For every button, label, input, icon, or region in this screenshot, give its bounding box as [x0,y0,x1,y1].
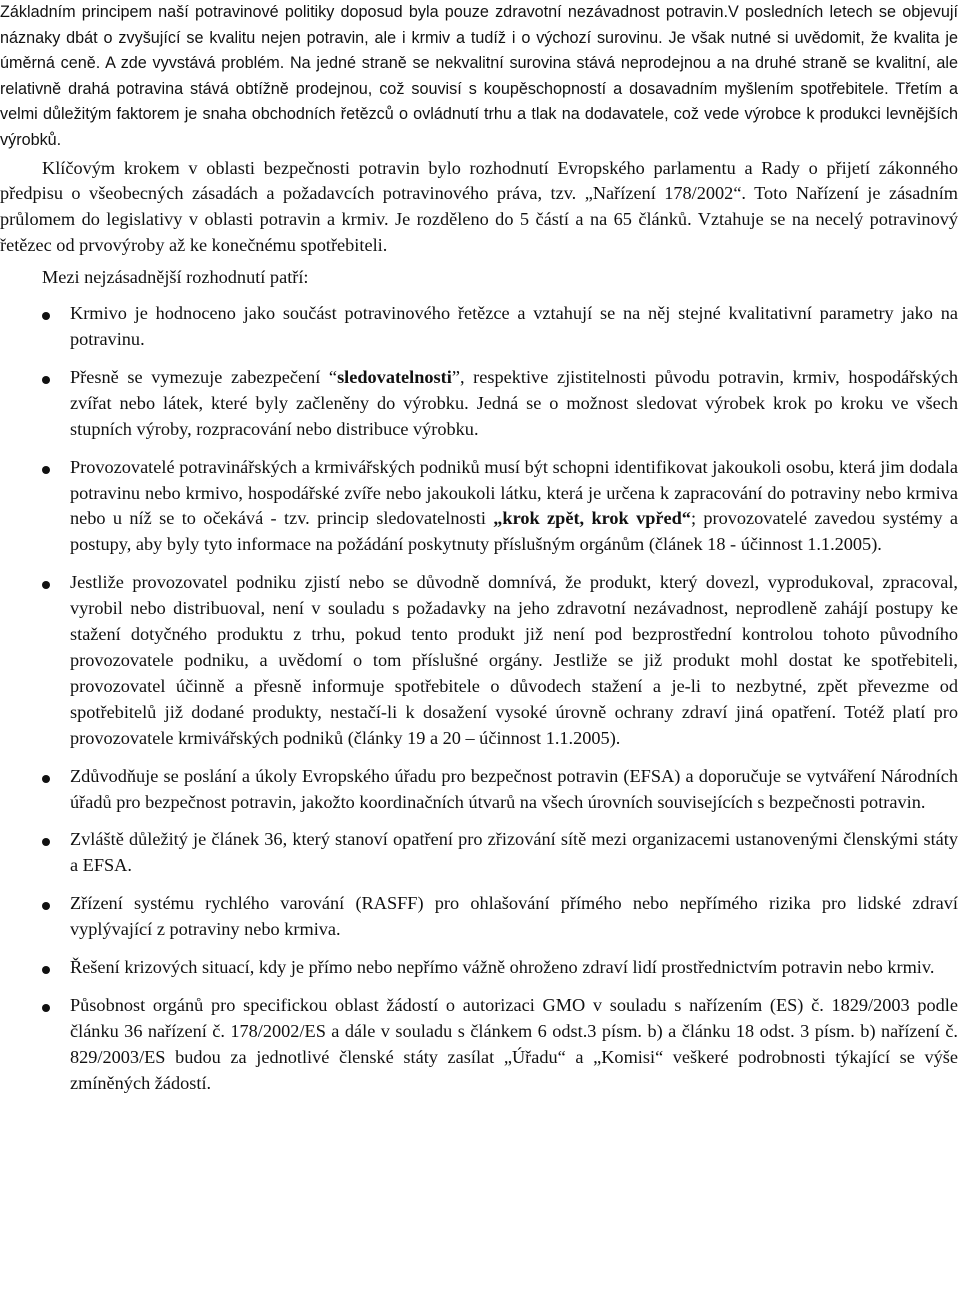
bullet-icon [42,376,50,384]
list-item [0,570,958,751]
list-item [0,955,958,981]
list-item-text-pre: Přesně se vymezuje zabezpečení “ [70,366,338,387]
decisions-list [0,301,958,1096]
list-item [0,993,958,1097]
list-item [0,301,958,353]
list-item-text: Zdůvodňuje se poslání a úkoly Evropského úřadu pro bezpečnost potravin (EFSA) a doporučuje se vytváření Národních úřadů pro bezpečnost potravin, jakožto koordinačních útvarů na všech úrovních souvisejících s bezpečnosti potravin. [70,765,958,812]
list-item [0,455,958,559]
bullet-icon [42,581,50,589]
bullet-icon [42,902,50,910]
list-item-text: Řešení krizových situací, kdy je přímo nebo nepřímo vážně ohroženo zdraví lidí prostřednictvím potravin nebo krmiv. [70,957,935,978]
paragraph-intro: Základním principem naší potravinové politiky doposud byla pouze zdravotní nezávadnost potravin.V posledních letech se objevují náznaky dbát o zvyšující se kvalitu nejen potravin, ale i krmiv a tudíž i o výchozí surovinu. Je však nutné si uvědomit, že kvalita je úměrná ceně. A zde vyvstává problém. Na jedné straně se nekvalitní surovina stává neprodejnou a na druhé straně se kvalitní, ale relativně drahá potravina stává obtížně prodejnou, což souvisí s koupěschopností a dosavadním myšlením spotřebitele. Třetím a velmi důležitým faktorem je snaha obchodních řetězců o ovládnutí trhu a tlak na dodavatele, což vede výrobce k produkci levnějších výrobků. [0,3,958,149]
bullet-icon [42,1004,50,1012]
bullet-icon [42,312,50,320]
list-item-text: Zřízení systému rychlého varování (RASFF) pro ohlašování přímého nebo nepřímého rizika pro lidské zdraví vyplývající z potraviny nebo krmiva. [70,893,958,940]
bullet-icon [42,966,50,974]
list-item-text: Působnost orgánů pro specifickou oblast žádostí o autorizaci GMO v souladu s nařízením (ES) č. 1829/2003 podle článku 36 nařízení č. 178/2002/ES a dále v souladu s článkem 6 odst.3 písm. b) a článku 18 odst. 3 písm. b) nařízení č. 829/2003/ES budou za jednotlivé členské státy zasílat „Úřadu“ a „Komisi“ veškeré podrobnosti týkající se výše zmíněných žádostí. [70,994,958,1093]
list-item-text-post: ”, respektive zjistitelnosti původu potravin, krmiv, hospodářských zvířat nebo látek, které byly začleněny do výrobku. Jedná se o možnost sledovat výrobek krok po kroku ve všech stupních výroby, rozpracování nebo distribuce výrobku. [70,366,958,439]
list-item [0,827,958,879]
list-item-text-post: ; provozovatelé zavedou systémy a postupy, aby byly tyto informace na požádání poskytnuty příslušným orgánům (článek 18 - účinnost 1.1.2005). [70,508,958,555]
list-item-bold: sledovatelnosti [337,366,452,387]
list-item [0,891,958,943]
list-item-text-pre: Provozovatelé potravinářských a krmivářských podniků musí být schopni identifikovat jakoukoli osobu, která jim dodala potravinu nebo krmivo, hospodářské zvíře nebo jakoukoli látku, která je určena k zapracování do potraviny nebo krmiva nebo u níž se to očekává - tzv. princip sledovatelnosti [70,456,958,529]
bullet-icon [42,838,50,846]
list-item [0,764,958,816]
list-item-text: Krmivo je hodnoceno jako součást potravinového řetězce a vztahují se na něj stejné kvalitativní parametry jako na potravinu. [70,303,958,349]
paragraph-list-intro: Mezi nejzásadnější rozhodnutí patří: [42,267,309,288]
list-item-bold: „krok zpět, krok vpřed“ [493,508,691,529]
bullet-icon [42,466,50,474]
list-item-text: Zvláště důležitý je článek 36, který stanoví opatření pro zřizování sítě mezi organizacemi ustanovenými členskými státy a EFSA. [70,829,958,876]
bullet-icon [42,775,50,783]
list-item [0,365,958,443]
list-item-text: Jestliže provozovatel podniku zjistí nebo se důvodně domnívá, že produkt, který dovezl, vyprodukoval, zpracoval, vyrobil nebo distribuoval, není v souladu s požadavky na jeho zdravotní nezávadnost, neprodleně zahájí postupy ke stažení dotyčného produktu z trhu, pokud tento produkt již není pod bezprostřední kontrolou tohoto původního provozovatele podniku, a uvědomí o tom příslušné orgány. Jestliže se již produkt mohl dostat ke spotřebiteli, provozovatel účinně a přesně informuje spotřebitele o důvodech stažení a je-li to nezbytné, zpět převezme od spotřebitelů již dodané produkty, nestačí-li k dosažení vysoké úrovně ochrany zdraví jiná opatření. Totéž platí pro provozovatele krmivářských podniků (články 19 a 20 – účinnost 1.1.2005). [70,572,958,748]
paragraph-regulation: Klíčovým krokem v oblasti bezpečnosti potravin bylo rozhodnutí Evropského parlamentu a Rady o přijetí zákonného předpisu o všeobecných zásadách a požadavcích potravinového práva, tzv. „Nařízení 178/2002“. Toto Nařízení je zásadním průlomem do legislativy v oblasti potravin a krmiv. Je rozděleno do 5 částí a na 65 článků. Vztahuje se na necelý potravinový řetězec od prvovýroby až ke konečnému spotřebiteli. [0,157,958,256]
